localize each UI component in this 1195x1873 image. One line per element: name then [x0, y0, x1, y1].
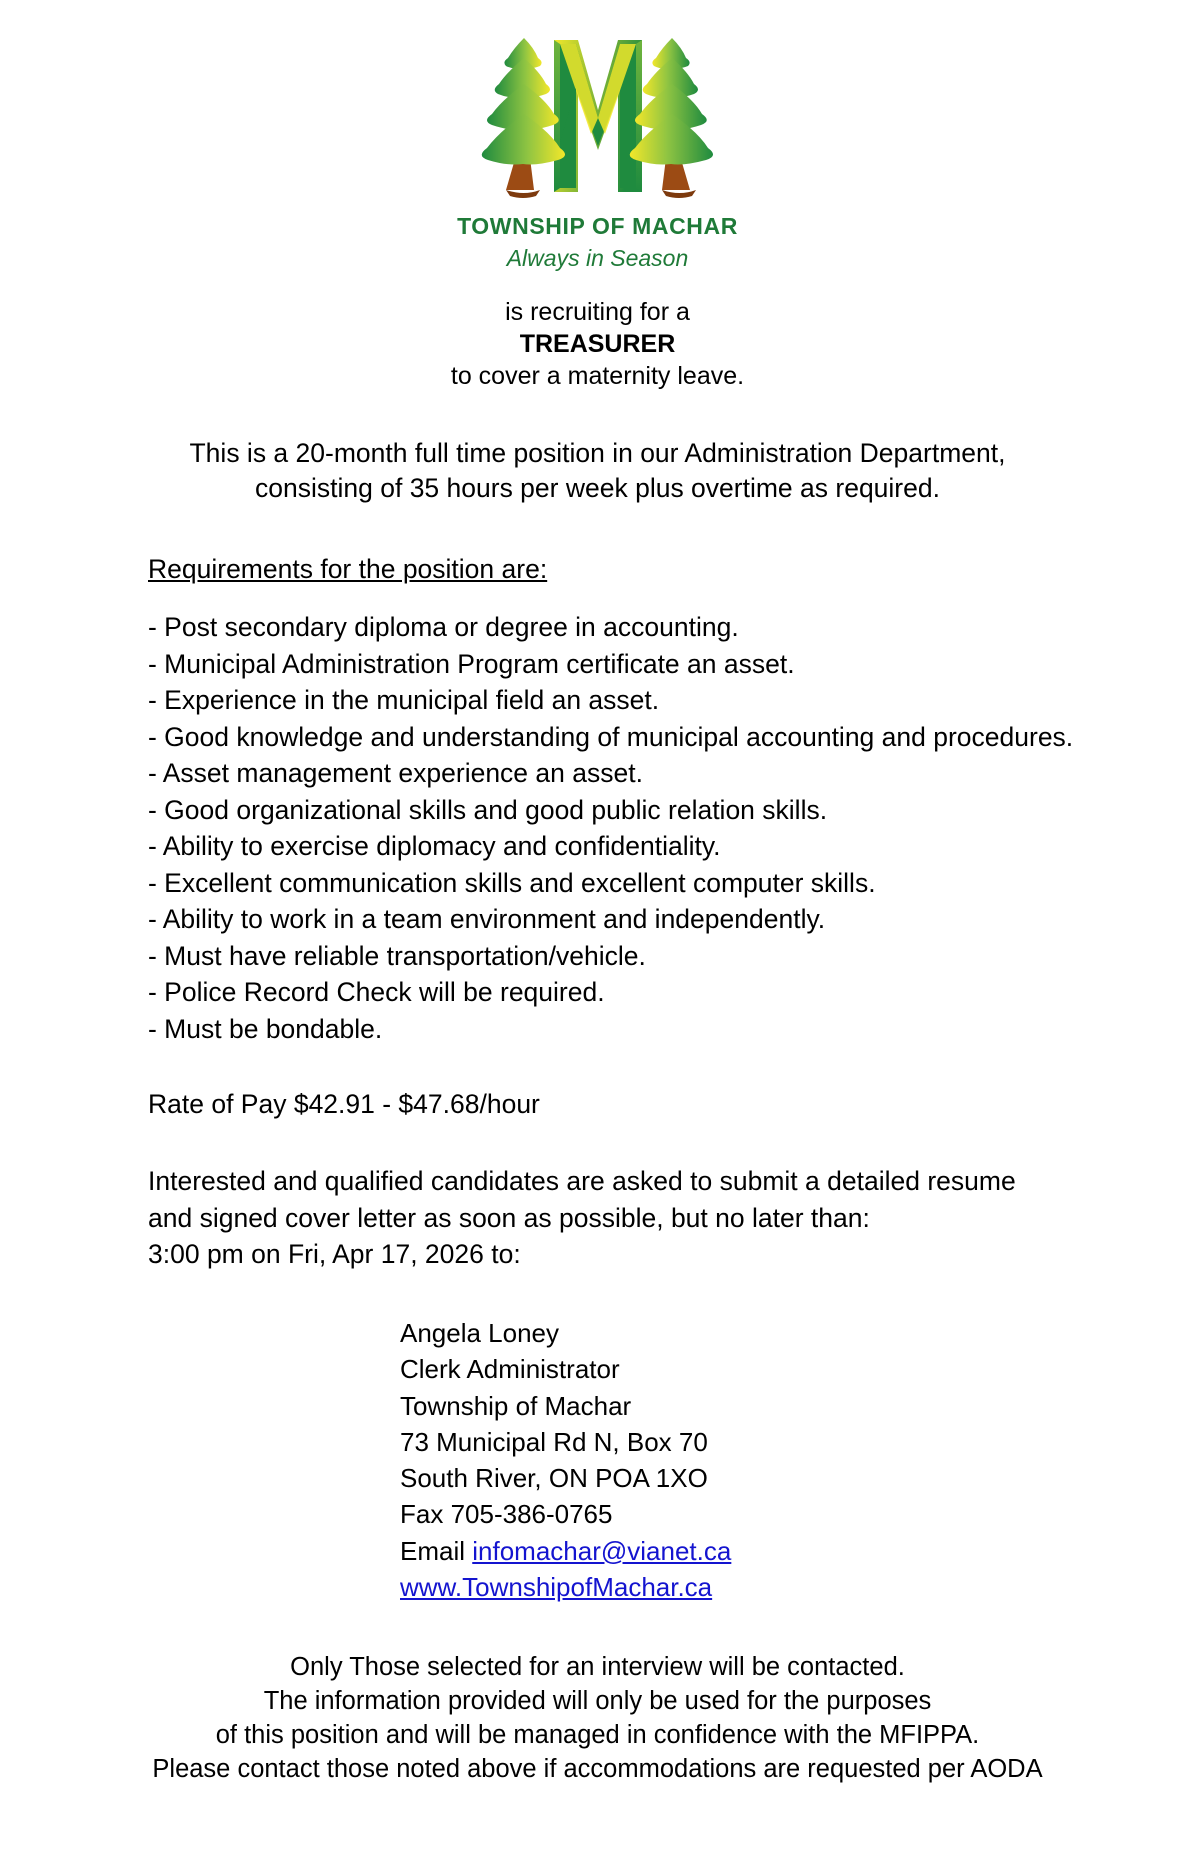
list-item: - Excellent communication skills and excellent computer skills. — [148, 867, 876, 898]
requirements-section — [148, 506, 1155, 1272]
requirements-list — [148, 612, 1155, 1045]
footer-line-4: Please contact those noted above if accommodations are requested per AODA — [152, 1755, 1043, 1784]
contact-title: Clerk Administrator — [400, 1354, 620, 1385]
rate-of-pay: Rate of Pay $42.91 - $47.68/hour — [148, 1089, 540, 1120]
footer-line-1: Only Those selected for an interview will be contacted. — [290, 1653, 905, 1682]
contact-website-row — [400, 1571, 1195, 1603]
footer-line-3: of this position and will be managed in confidence with the MFIPPA. — [215, 1721, 980, 1750]
list-item: - Police Record Check will be required. — [148, 977, 605, 1008]
list-item: - Municipal Administration Program certificate an asset. — [148, 648, 795, 679]
submission-line-1: Interested and qualified candidates are asked to submit a detailed resume — [148, 1165, 1016, 1196]
logo-township-name: TOWNSHIP OF MACHAR — [457, 213, 738, 239]
contact-name: Angela Loney — [400, 1318, 560, 1349]
job-title: TREASURER — [519, 329, 676, 358]
footer-line-2: The information provided will only be used for the purposes — [263, 1687, 932, 1716]
machar-m-with-pine-trees-icon — [448, 22, 748, 212]
summary-line-2: consisting of 35 hours per week plus overtime as required. — [255, 472, 940, 503]
list-item: - Experience in the municipal field an asset. — [148, 685, 660, 716]
summary-line-1: This is a 20-month full time position in our Administration Department, — [189, 437, 1006, 468]
submission-deadline: 3:00 pm on Fri, Apr 17, 2026 to: — [148, 1239, 521, 1270]
submission-line-2: and signed cover letter as soon as possible, but no later than: — [148, 1202, 870, 1233]
email-label: Email — [400, 1535, 473, 1566]
list-item: - Must have reliable transportation/vehicle. — [148, 940, 646, 971]
intro-block — [0, 296, 1195, 392]
position-summary — [0, 436, 1195, 506]
contact-address: 73 Municipal Rd N, Box 70 — [400, 1426, 708, 1457]
intro-line-maternity: to cover a maternity leave. — [450, 361, 745, 390]
list-item: - Good knowledge and understanding of municipal accounting and procedures. — [148, 721, 1074, 752]
list-item: - Good organizational skills and good public relation skills. — [148, 794, 828, 825]
logo-tagline: Always in Season — [506, 245, 689, 272]
contact-city-province-postal: South River, ON POA 1XO — [400, 1463, 708, 1494]
list-item: - Ability to exercise diplomacy and confidentiality. — [148, 831, 721, 862]
list-item: - Must be bondable. — [148, 1013, 383, 1044]
list-item: - Ability to work in a team environment and independently. — [148, 904, 826, 935]
requirements-heading: Requirements for the position are: — [148, 553, 548, 584]
contact-email-row — [400, 1535, 1195, 1567]
website-link[interactable]: www.TownshipofMachar.ca — [400, 1571, 713, 1602]
list-item: - Post secondary diploma or degree in accounting. — [148, 611, 739, 642]
contact-block — [400, 1317, 1195, 1603]
submission-instructions — [148, 1166, 1155, 1271]
contact-fax: Fax 705-386-0765 — [400, 1499, 613, 1530]
email-link[interactable]: infomachar@vianet.ca — [472, 1535, 732, 1566]
township-logo-block — [0, 0, 1195, 272]
contact-organization: Township of Machar — [400, 1390, 632, 1421]
intro-line-recruiting: is recruiting for a — [505, 297, 690, 326]
list-item: - Asset management experience an asset. — [148, 758, 643, 789]
footer-notices — [0, 1651, 1195, 1786]
